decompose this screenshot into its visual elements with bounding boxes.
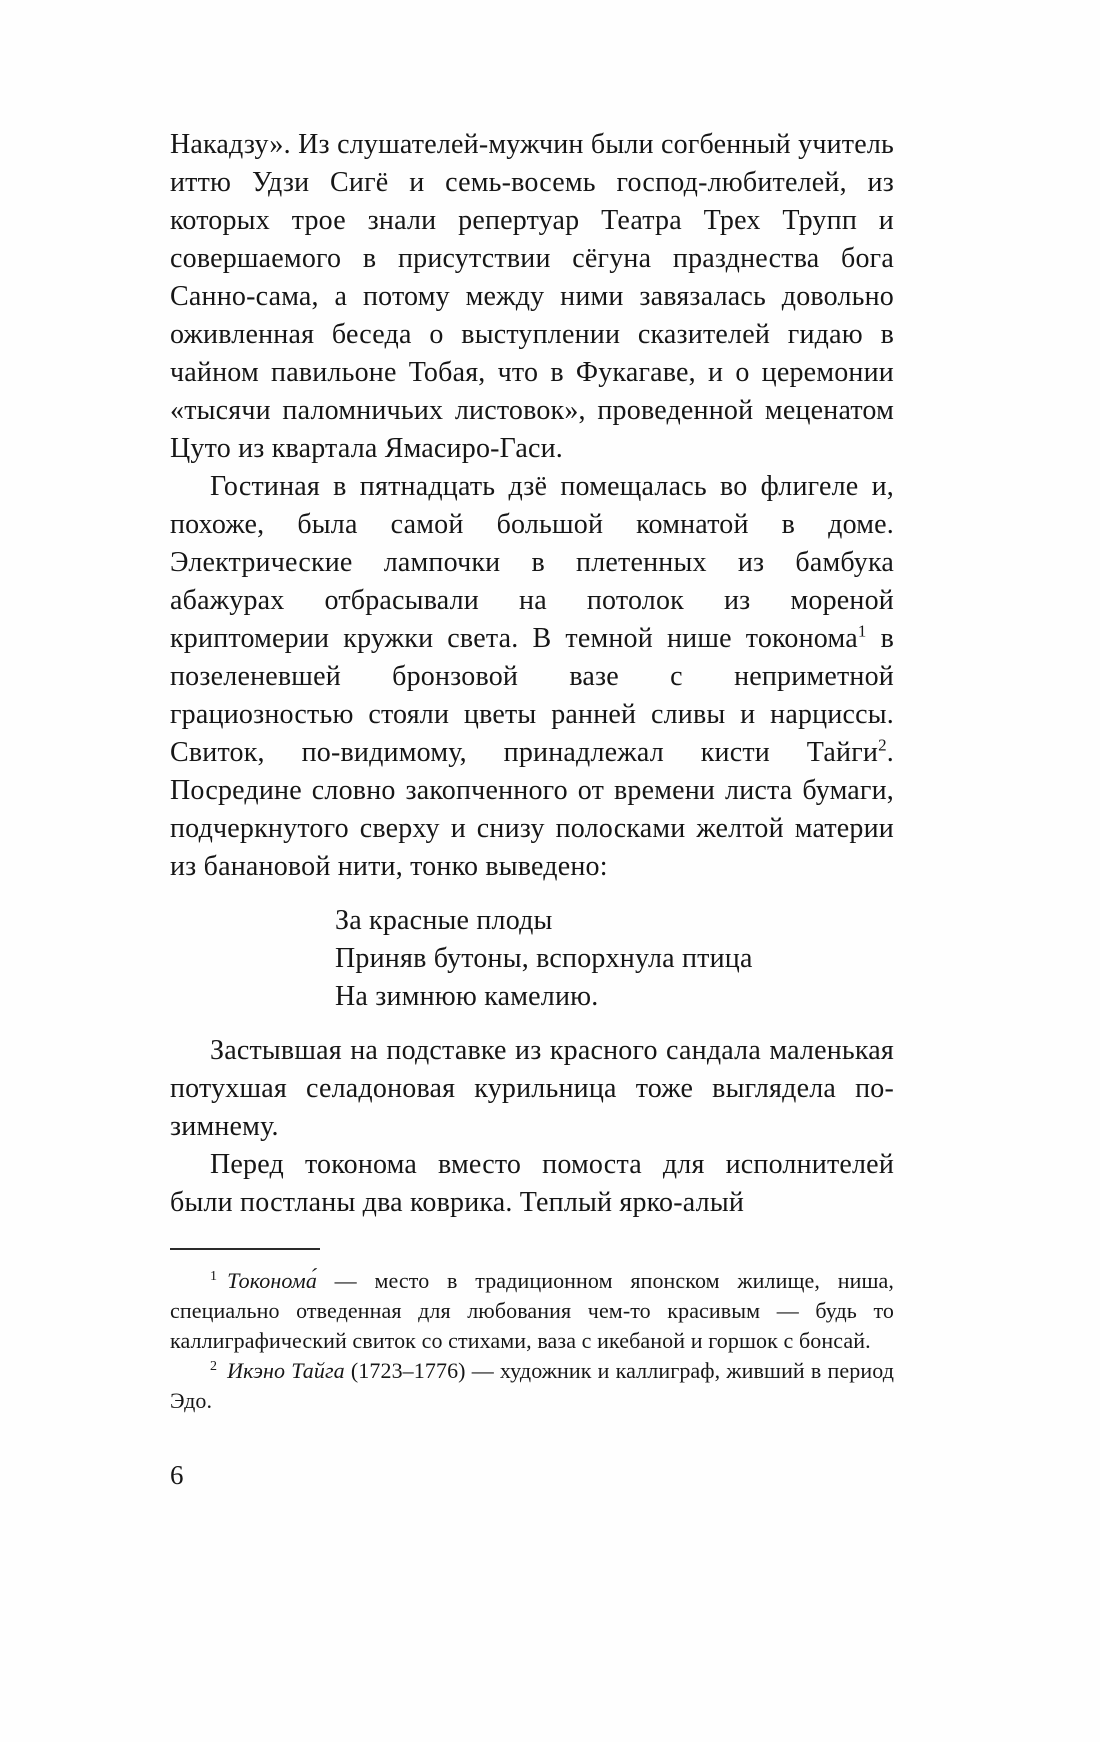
footnote-divider xyxy=(170,1248,320,1250)
footnote-1 xyxy=(170,1266,894,1356)
paragraph-3: Застывшая на подставке из красного сандала маленькая потухшая селадоновая курильница тоже выглядела по-зимнему. xyxy=(170,1035,894,1142)
footnote-ref-1: 1 xyxy=(857,621,867,641)
footnote-ref-2: 2 xyxy=(878,735,887,755)
footnote-2 xyxy=(170,1356,894,1416)
footnote-1-text: — место в традиционном японском жилище, ниша, специально отведенная для любования чем-то красивым — будь то каллиграфический свиток со стихами, ваза с икебаной и горшок с бонсай. xyxy=(170,1268,894,1353)
paragraph-2-text: в позеленевшей бронзовой вазе с неприметной грациозностью стояли цветы ранней сливы и нарциссы. Свиток, по-видимому, принадлежал кисти Тайги xyxy=(170,623,894,768)
footnote-1-term: Токонома́ xyxy=(227,1268,317,1293)
footnote-2-marker: 2 xyxy=(210,1358,218,1374)
footnote-2-text: (1723–1776) — художник и каллиграф, живший в период Эдо. xyxy=(170,1358,894,1413)
paragraph-2 xyxy=(170,468,894,886)
footnotes-section xyxy=(170,1248,894,1416)
paragraph-4: Перед токонома вместо помоста для исполнителей были постланы два коврика. Теплый ярко-алый xyxy=(170,1149,894,1218)
verse-line: На зимнюю камелию. xyxy=(335,981,599,1012)
footnote-2-term: Икэно Тайга xyxy=(227,1358,345,1383)
footnote-1-marker: 1 xyxy=(210,1268,218,1284)
paragraph-2-text: . Посредине словно закопченного от времени листа бумаги, подчеркнутого сверху и снизу полосками желтой материи из банановой нити, тонко выведено: xyxy=(170,737,894,882)
verse-line: Приняв бутоны, вспорхнула птица xyxy=(335,943,753,974)
page-number: 6 xyxy=(170,1460,185,1490)
verse-block xyxy=(335,902,894,1016)
paragraph-1: Накадзу». Из слушателей-мужчин были согбенный учитель иттю Удзи Сигё и семь-восемь господ-любителей, из которых трое знали репертуар Театра Трех Трупп и совершаемого в присутствии сёгуна празднества бога Санно-сама, а потому между ними завязалась довольно оживленная беседа о выступлении сказителей гидаю в чайном павильоне Тобая, что в Фукагаве, и о церемонии «тысячи паломничьих листовок», проведенной меценатом Цуто из квартала Ямасиро-Гаси. xyxy=(170,129,894,464)
paragraph-2-text: Гостиная в пятнадцать дзё помещалась во флигеле и, похоже, была самой большой комнатой в доме. Электрические лампочки в плетенных из бамбука абажурах отбрасывали на потолок из мореной криптомерии кружки света. В темной нише токонома xyxy=(170,471,894,654)
verse-line: За красные плоды xyxy=(335,905,553,936)
